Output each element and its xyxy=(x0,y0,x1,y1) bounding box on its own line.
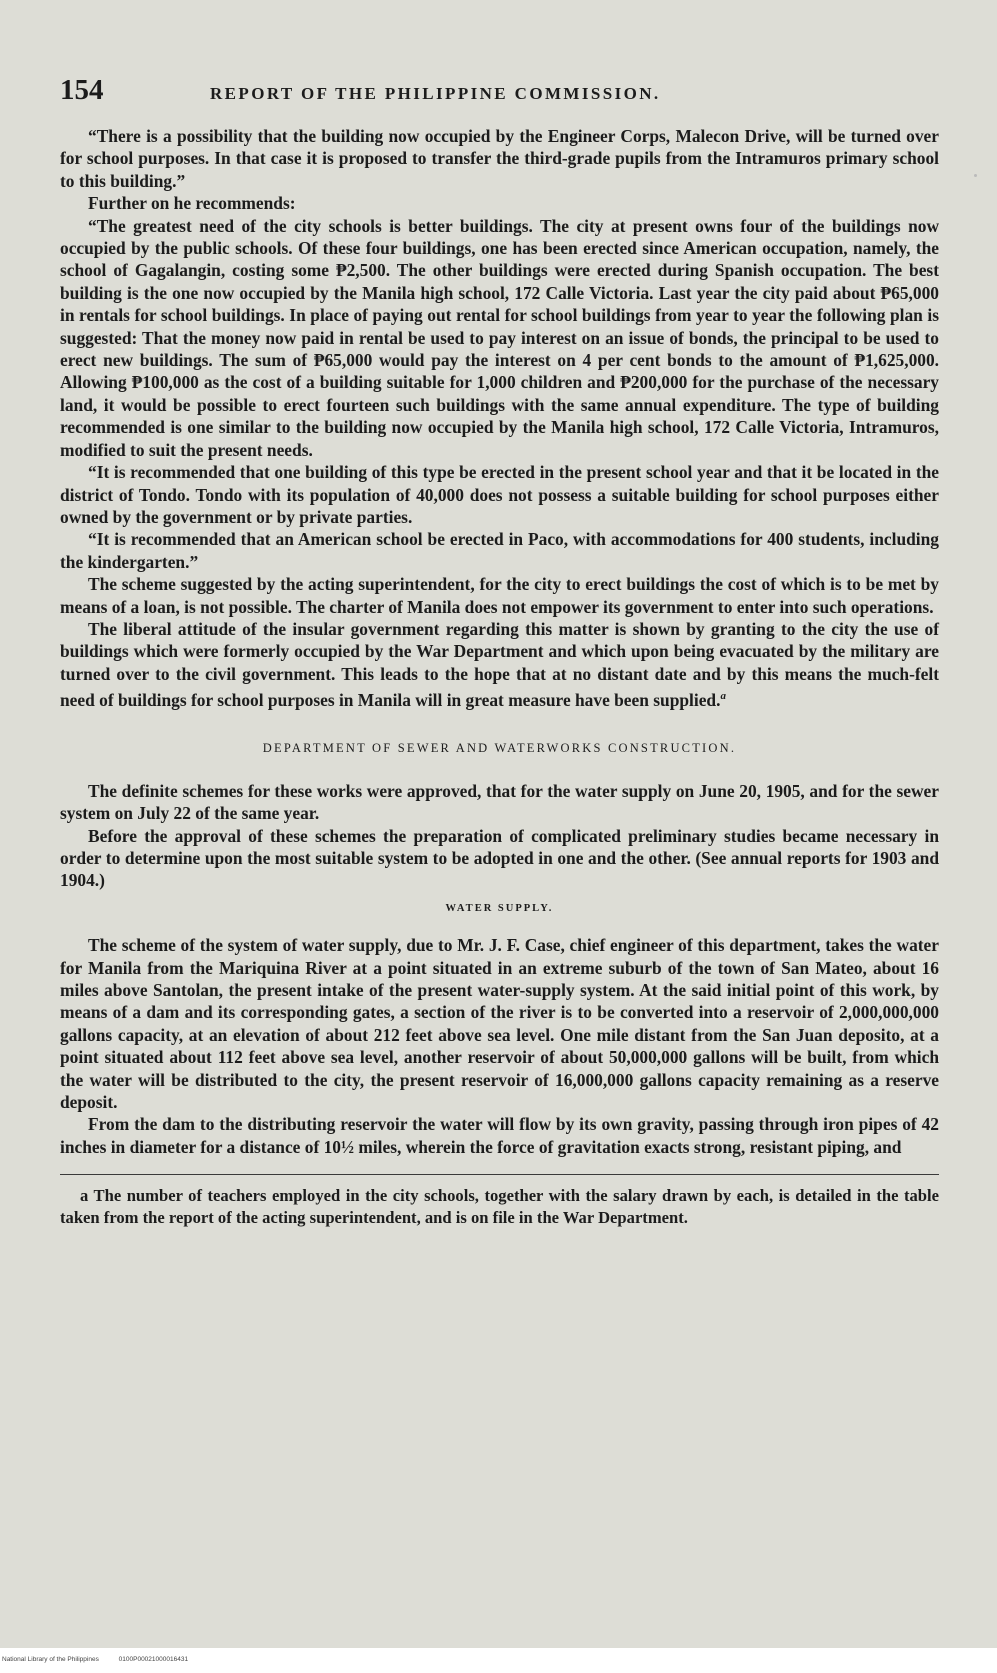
library-name: National Library of the Philippines xyxy=(2,1656,99,1663)
body-text xyxy=(60,125,939,1158)
page-number: 154 xyxy=(60,74,104,106)
scan-code: 0100P00021000016431 xyxy=(118,1656,189,1663)
scan-footer-strip xyxy=(0,1648,997,1673)
paragraph-with-footnote xyxy=(60,618,939,711)
page-header xyxy=(60,74,939,107)
running-head: REPORT OF THE PHILIPPINE COMMISSION. xyxy=(210,84,661,103)
paragraph: The scheme of the system of water supply, due to Mr. J. F. Case, chief engineer of this department, takes the water for Manila from the Mariquina River at a point situated in an extreme suburb of the town of San Mateo, about 16 miles above Santolan, the present intake of the present water-supply system. At the said initial point of this work, by means of a dam and its corresponding gates, a section of the river is to be converted into a reservoir of 2,000,000,000 gallons capacity, at an elevation of about 212 feet above sea level. One mile distant from the San Juan deposito, at a point situated about 112 feet above sea level, another reservoir of about 50,000,000 gallons will be built, from which the water will be distributed to the city, the present reservoir of 16,000,000 gallons capacity remaining as a reserve deposit. xyxy=(60,935,939,1113)
paragraph: “It is recommended that an American school be erected in Paco, with accommodations for 400 students, including the kindergarten.” xyxy=(60,529,939,572)
paragraph: “There is a possibility that the building now occupied by the Engineer Corps, Malecon Drive, will be turned over for school purposes. In that case it is proposed to transfer the third-grade pupils from the Intramuros primary school to this building.” xyxy=(60,126,939,191)
section-heading: DEPARTMENT OF SEWER AND WATERWORKS CONSTRUCTION. xyxy=(262,741,737,756)
footnote-marker: a xyxy=(720,690,726,703)
scan-speck xyxy=(974,174,977,177)
paragraph: The definite schemes for these works were approved, that for the water supply on June 20, 1905, and for the sewer system on July 22 of the same year. xyxy=(60,780,939,824)
paragraph: From the dam to the distributing reservoir the water will flow by its own gravity, passing through iron pipes of 42 inches in diameter for a distance of 10½ miles, wherein the force of gravitation exacts strong, resistant piping, and xyxy=(60,1114,939,1157)
footnote-rule xyxy=(60,1174,939,1175)
paragraph-text: The liberal attitude of the insular government regarding this matter is shown by granting to the city the use of buildings which were formerly occupied by the War Department and which upon being evacuated by the military are turned over to the civil government. This leads to the hope that at no distant date and by this means the much-felt need of buildings for school purposes in Manila will in great measure have been supplied. xyxy=(60,618,939,710)
sub-heading: WATER SUPPLY. xyxy=(445,902,554,914)
paragraph: “The greatest need of the city schools is better buildings. The city at present owns four of the buildings now occupied by the public schools. Of these four buildings, one has been erected since American occupation, namely, the school of Gagalangin, costing some ₱2,500. The other buildings were erected during Spanish occupation. The best building is the one now occupied by the Manila high school, 172 Calle Victoria. Last year the city paid about ₱65,000 in rentals for school buildings. In place of paying out rental for school buildings from year to year the following plan is suggested: That the money now paid in rental be used to pay interest on an issue of bonds, the principal to be used to erect new buildings. The sum of ₱65,000 would pay the interest on 4 per cent bonds to the amount of ₱1,625,000. Allowing ₱100,000 as the cost of a building suitable for 1,000 children and ₱200,000 for the purchase of the necessary land, it would be possible to erect fourteen such buildings with the same annual expenditure. The type of building recommended is one similar to the building now occupied by the Manila high school, 172 Calle Victoria, Intramuros, modified to suit the present needs. xyxy=(60,215,939,460)
paragraph: The scheme suggested by the acting superintendent, for the city to erect buildings the cost of which is to be met by means of a loan, is not possible. The charter of Manila does not empower its government to enter into such operations. xyxy=(60,574,939,617)
paragraph: Before the approval of these schemes the preparation of complicated preliminary studies became necessary in order to determine upon the most suitable system to be adopted in one and the other. (See annual reports for 1903 and 1904.) xyxy=(60,825,939,891)
paragraph: Further on he recommends: xyxy=(88,193,296,214)
paragraph: “It is recommended that one building of this type be erected in the present school year and that it be located in the district of Tondo. Tondo with its population of 40,000 does not possess a suitable building for school purposes either owned by the government or by private parties. xyxy=(60,462,939,527)
footnote: a The number of teachers employed in the city schools, together with the salary drawn by each, is detailed in the table taken from the report of the acting superintendent, and is on file in the War Department. xyxy=(60,1186,939,1227)
